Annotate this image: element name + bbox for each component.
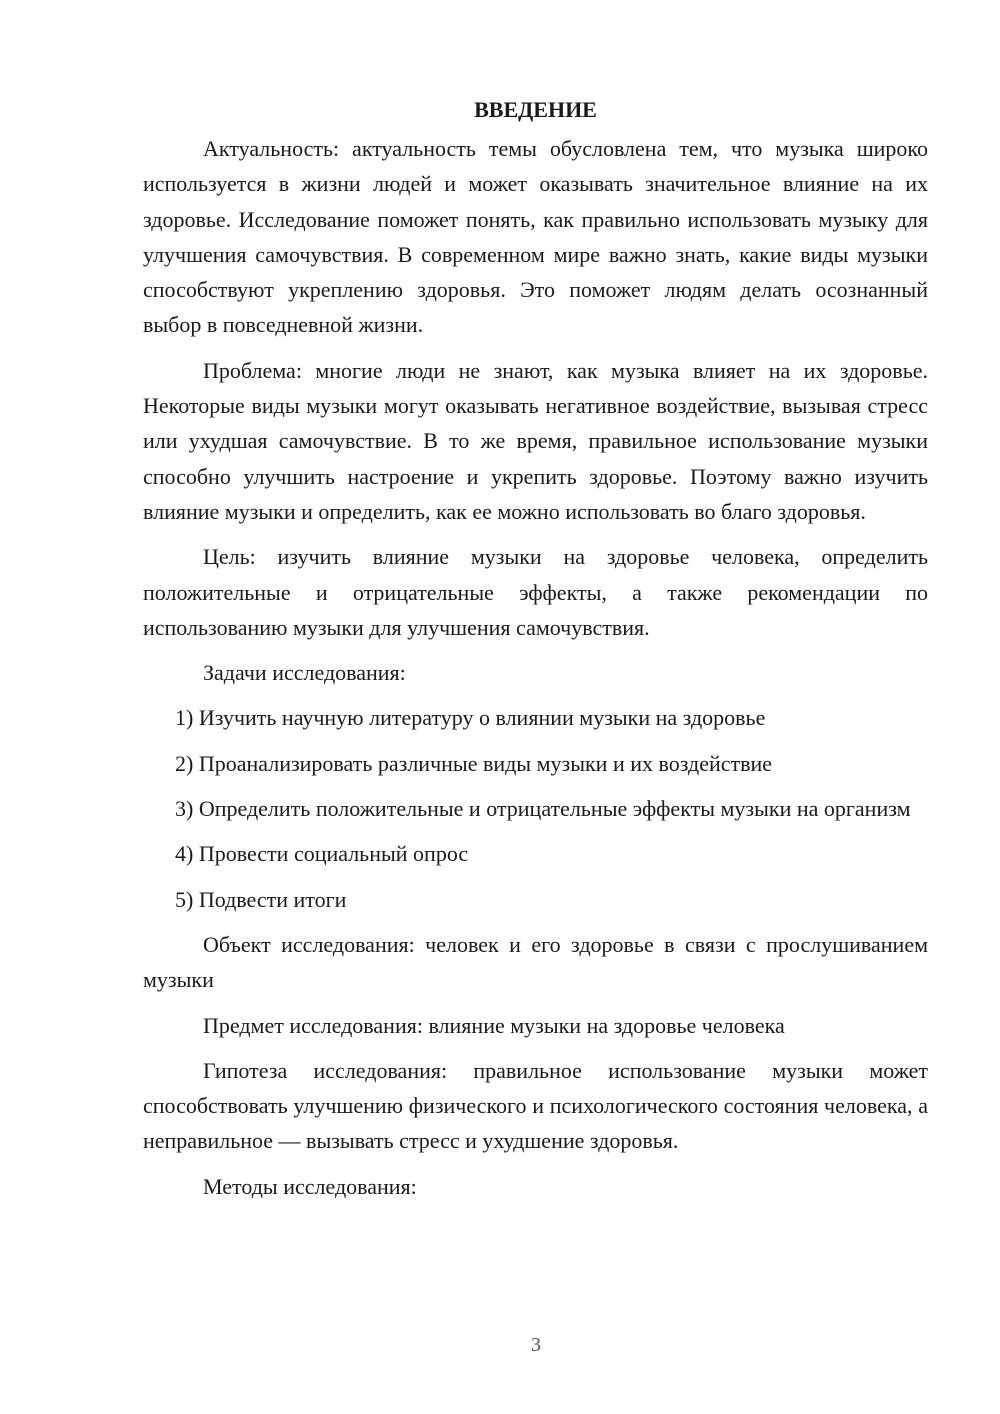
list-item: 5) Подвести итоги bbox=[175, 886, 347, 912]
list-item: 3) Определить положительные и отрицательные эффекты музыки на организм bbox=[175, 796, 911, 822]
page-number: 3 bbox=[531, 1334, 541, 1356]
subject-paragraph: Предмет исследования: влияние музыки на здоровье человека bbox=[203, 1012, 785, 1038]
tasks-heading: Задачи исследования: bbox=[203, 660, 406, 686]
relevance-paragraph: Актуальность: актуальность темы обусловлена тем, что музыка широко используется в жизни людей и может оказывать значительное влияние на их здоровье. Исследование поможет понять, как правильно использовать музыку для улучшения самочувствия. В современном мире важно знать, какие виды музыки способствуют укреплению здоровья. Это поможет людям делать осознанный выбор в повседневной жизни. bbox=[143, 136, 928, 338]
problem-paragraph: Проблема: многие люди не знают, как музыка влияет на их здоровье. Некоторые виды музыки могут оказывать негативное воздействие, вызывая стресс или ухудшая самочувствие. В то же время, правильное использование музыки способно улучшить настроение и укрепить здоровье. Поэтому важно изучить влияние музыки и определить, как ее можно использовать во благо здоровья. bbox=[143, 357, 928, 524]
methods-paragraph: Методы исследования: bbox=[203, 1173, 417, 1199]
list-item: 1) Изучить научную литературу о влиянии музыки на здоровье bbox=[175, 705, 766, 731]
hypothesis-paragraph: Гипотеза исследования: правильное использование музыки может способствовать улучшению физического и психологического состояния человека, а неправильное — вызывать стресс и ухудшение здоровья. bbox=[143, 1057, 928, 1154]
goal-paragraph: Цель: изучить влияние музыки на здоровье человека, определить положительные и отрицательные эффекты, а также рекомендации по использованию музыки для улучшения самочувствия. bbox=[143, 544, 928, 640]
tasks-list bbox=[143, 700, 928, 916]
document-page bbox=[143, 92, 928, 1214]
object-paragraph: Объект исследования: человек и его здоровье в связи с прослушиванием музыки bbox=[143, 931, 928, 993]
page-title: ВВЕДЕНИЕ bbox=[474, 97, 597, 122]
list-item: 2) Проанализировать различные виды музыки и их воздействие bbox=[175, 750, 773, 776]
list-item: 4) Провести социальный опрос bbox=[175, 841, 469, 867]
